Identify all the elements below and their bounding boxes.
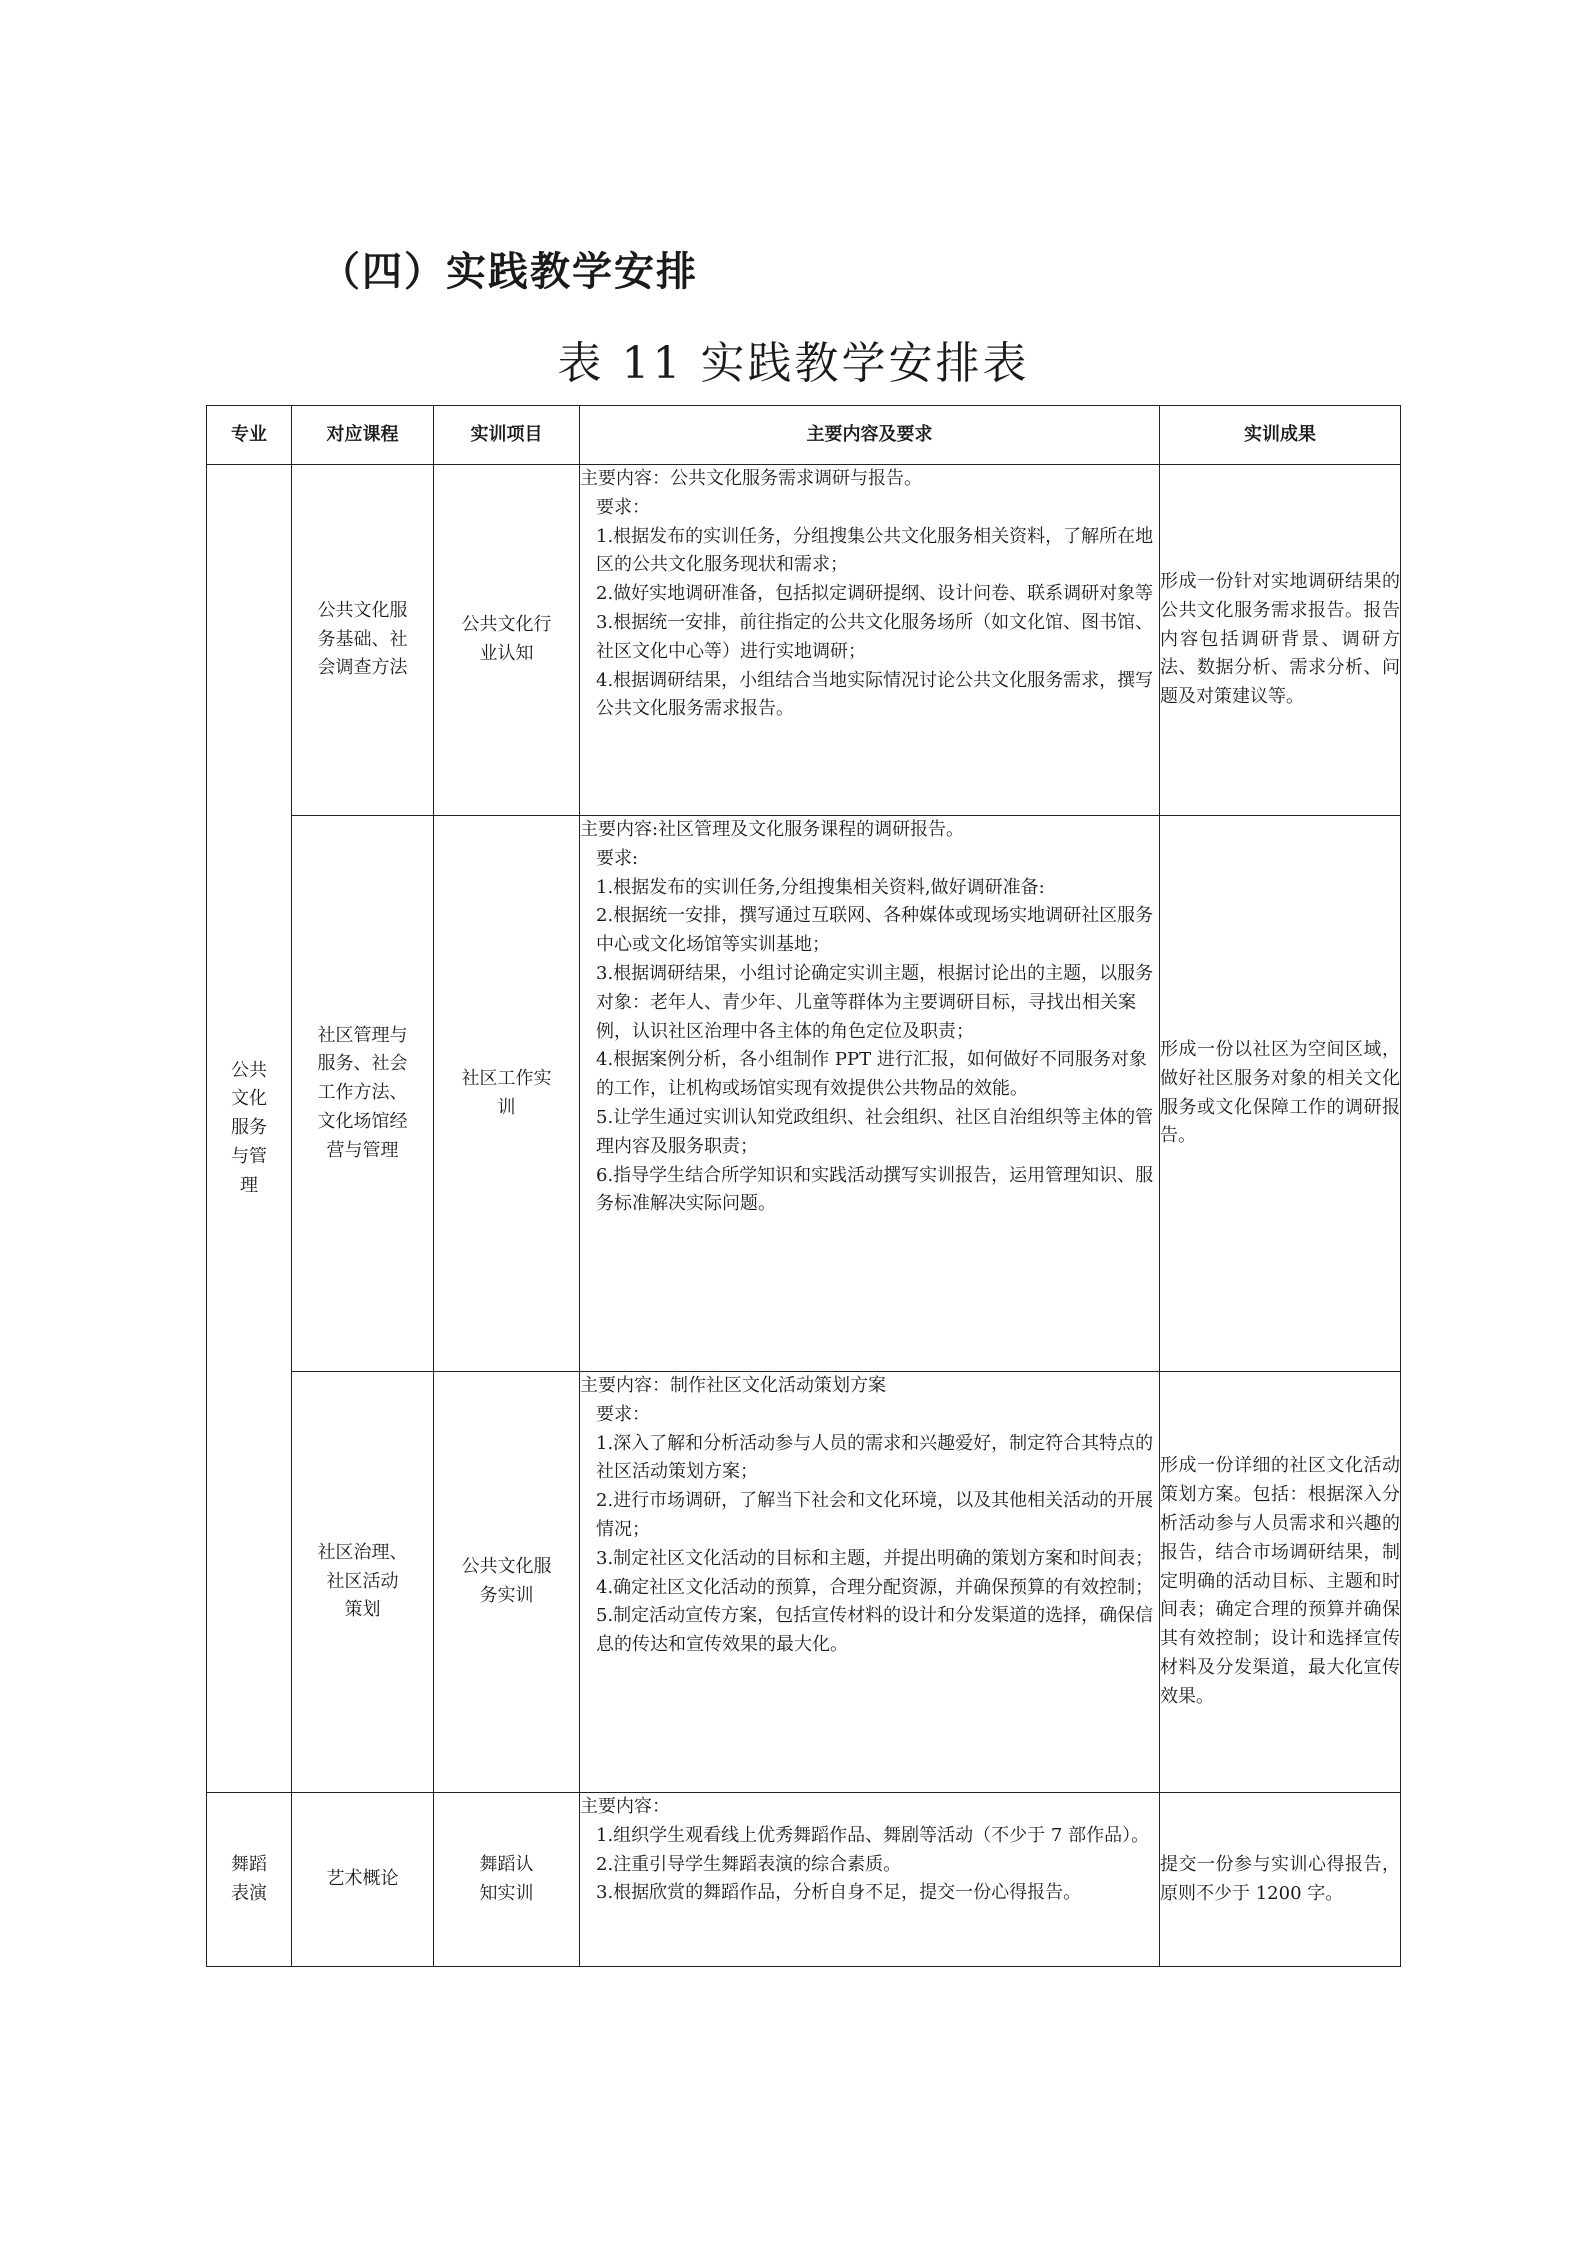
content-line: 5.制定活动宣传方案，包括宣传材料的设计和分发渠道的选择，确保信息的传达和宣传效果的最大化。: [596, 1605, 1154, 1656]
content-line: 主要内容：制作社区文化活动策划方案: [580, 1375, 886, 1396]
content-line: 要求：: [596, 496, 650, 518]
content-line: 2.根据统一安排，撰写通过互联网、各种媒体或现场实地调研社区服务中心或文化场馆等实训基地；: [596, 905, 1154, 956]
major-cell: 舞蹈 表演: [207, 1793, 292, 1967]
major-cell: 公共 文化 服务 与管 理: [207, 465, 292, 1793]
content-line: 3.根据欣赏的舞蹈作品，分析自身不足，提交一份心得报告。: [596, 1882, 1082, 1904]
content-line: 3.制定社区文化活动的目标和主题，并提出明确的策划方案和时间表；: [596, 1547, 1154, 1569]
project-cell: 社区工作实 训: [434, 816, 580, 1372]
table-title: 表 11 实践教学安排表: [557, 338, 1030, 389]
content-cell: [580, 1793, 1160, 1967]
content-line: 1.根据发布的实训任务,分组搜集相关资料,做好调研准备:: [596, 876, 1045, 898]
content-line: 2.做好实地调研准备，包括拟定调研提纲、设计问卷、联系调研对象等: [596, 583, 1154, 605]
content-line: 3.根据调研结果，小组讨论确定实训主题，根据讨论出的主题，以服务对象：老年人、青少年、儿童等群体为主要调研目标，寻找出相关案例，认识社区治理中各主体的角色定位及职责；: [596, 962, 1154, 1042]
content-line: 4.确定社区文化活动的预算，合理分配资源，并确保预算的有效控制；: [596, 1576, 1154, 1598]
content-cell: [580, 1372, 1160, 1793]
result-cell: [1160, 465, 1401, 816]
content-line: 3.根据统一安排，前往指定的公共文化服务场所（如文化馆、图书馆、社区文化中心等）进行实地调研；: [596, 611, 1154, 662]
result-text: 形成一份针对实地调研结果的公共文化服务需求报告。报告内容包括调研背景、调研方法、数据分析、需求分析、问题及对策建议等。: [1160, 571, 1400, 708]
content-line: 4.根据调研结果，小组结合当地实际情况讨论公共文化服务需求，撰写公共文化服务需求报告。: [596, 669, 1154, 720]
project-cell: 公共文化服 务实训: [434, 1372, 580, 1793]
content-line: 主要内容:社区管理及文化服务课程的调研报告。: [580, 819, 965, 840]
content-line: 4.根据案例分析，各小组制作 PPT 进行汇报，如何做好不同服务对象的工作，让机构或场馆实现有效提供公共物品的效能。: [596, 1049, 1147, 1100]
course-cell: 公共文化服 务基础、社 会调查方法: [292, 465, 434, 816]
header-content: 主要内容及要求: [580, 406, 1160, 465]
result-cell: [1160, 1372, 1401, 1793]
project-cell: 舞蹈认 知实训: [434, 1793, 580, 1967]
table-row: [207, 465, 1401, 816]
header-major: 专业: [207, 406, 292, 465]
table-header-row: [207, 406, 1401, 465]
content-line: 1.深入了解和分析活动参与人员的需求和兴趣爱好，制定符合其特点的社区活动策划方案；: [596, 1432, 1154, 1483]
result-cell: [1160, 1793, 1401, 1967]
result-text: 形成一份详细的社区文化活动策划方案。包括：根据深入分析活动参与人员需求和兴趣的报告，结合市场调研结果，制定明确的活动目标、主题和时间表；确定合理的预算并确保其有效控制；设计和选择宣传材料及分发渠道，最大化宣传效果。: [1160, 1455, 1400, 1707]
content-line: 2.注重引导学生舞蹈表演的综合素质。: [596, 1853, 902, 1875]
result-cell: [1160, 816, 1401, 1372]
content-line: 6.指导学生结合所学知识和实践活动撰写实训报告，运用管理知识、服务标准解决实际问题。: [596, 1164, 1154, 1215]
course-cell: 艺术概论: [292, 1793, 434, 1967]
result-text: 提交一份参与实训心得报告，原则不少于 1200 字。: [1160, 1853, 1400, 1904]
table-row: [207, 816, 1401, 1372]
content-line: 要求:: [596, 847, 639, 869]
header-result: 实训成果: [1160, 406, 1401, 465]
section-heading: （四）实践教学安排: [320, 249, 698, 295]
project-cell: 公共文化行 业认知: [434, 465, 580, 816]
header-project: 实训项目: [434, 406, 580, 465]
content-line: 1.根据发布的实训任务，分组搜集公共文化服务相关资料，了解所在地区的公共文化服务现状和需求；: [596, 525, 1154, 576]
course-cell: 社区管理与 服务、社会 工作方法、 文化场馆经 营与管理: [292, 816, 434, 1372]
header-course: 对应课程: [292, 406, 434, 465]
practice-schedule-table: [206, 405, 1401, 1967]
content-cell: [580, 816, 1160, 1372]
content-line: 主要内容：: [580, 1796, 670, 1817]
content-line: 5.让学生通过实训认知党政组织、社会组织、社区自治组织等主体的管理内容及服务职责；: [596, 1106, 1154, 1157]
table-row: [207, 1793, 1401, 1967]
content-line: 1.组织学生观看线上优秀舞蹈作品、舞剧等活动（不少于 7 部作品）。: [596, 1824, 1150, 1846]
table-row: [207, 1372, 1401, 1793]
content-line: 要求：: [596, 1403, 650, 1425]
content-line: 主要内容：公共文化服务需求调研与报告。: [580, 468, 922, 489]
content-line: 2.进行市场调研，了解当下社会和文化环境，以及其他相关活动的开展情况；: [596, 1490, 1154, 1540]
result-text: 形成一份以社区为空间区域，做好社区服务对象的相关文化服务或文化保障工作的调研报告。: [1160, 1038, 1400, 1147]
content-cell: [580, 465, 1160, 816]
course-cell: 社区治理、 社区活动 策划: [292, 1372, 434, 1793]
